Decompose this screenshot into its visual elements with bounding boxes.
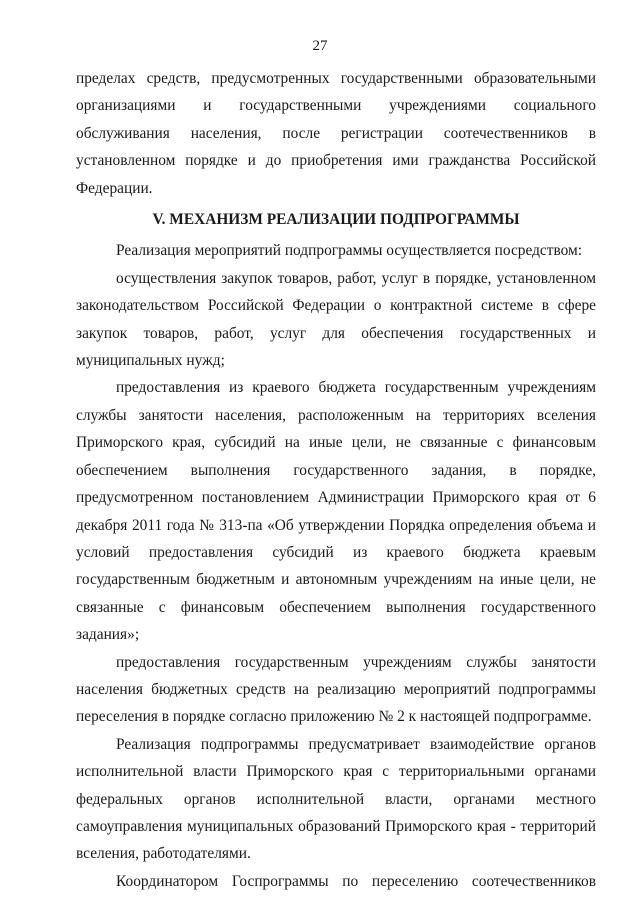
paragraph-continued: пределах средств, предусмотренных государственными образовательными организациями и государственными учреждениями социального обслуживания населения, после регистрации соотечественников в установленном порядке и до приобретения ими гражданства Российской Федерации. — [76, 70, 596, 197]
page-body — [76, 65, 596, 895]
paragraph-coordinator: Координатором Госпрограммы по переселению соотечественников — [116, 872, 596, 890]
page-number: 27 — [312, 38, 328, 54]
paragraph-intro: Реализация мероприятий подпрограммы осуществляется посредством: — [116, 242, 583, 260]
paragraph-procurement: осуществления закупок товаров, работ, услуг в порядке, установленном законодательством Российской Федерации о контрактной системе в сфере закупок товаров, работ, услуг для обеспечения государственных и муниципальных нужд; — [76, 269, 596, 370]
paragraph-subsidies: предоставления из краевого бюджета государственным учреждениям службы занятости населения, расположенным на территориях вселения Приморского края, субсидий на иные цели, не связанные с финансовым обеспечением выполнения государственного задания, в порядке, предусмотренном постановлением Администрации Приморского края от 6 декабря 2011 года № 313-па «Об утверждении Порядка определения объема и условий предоставления субсидий из краевого бюджета краевым государственным бюджетным и автономным учреждениям на иные цели, не связанные с финансовым обеспечением выполнения государственного задания»; — [76, 379, 596, 644]
section-heading: V. МЕХАНИЗМ РЕАЛИЗАЦИИ ПОДПРОГРАММЫ — [152, 211, 520, 229]
paragraph-budget-funds: предоставления государственным учреждениям службы занятости населения бюджетных средств на реализацию мероприятий подпрограммы переселения в порядке согласно приложению № 2 к настоящей подпрограмме. — [76, 653, 596, 726]
paragraph-interaction: Реализация подпрограммы предусматривает взаимодействие органов исполнительной власти Приморского края с территориальными органами федеральных органов исполнительной власти, органами местного самоуправления муниципальных образований Приморского края - территорий вселения, работодателями. — [76, 735, 596, 863]
